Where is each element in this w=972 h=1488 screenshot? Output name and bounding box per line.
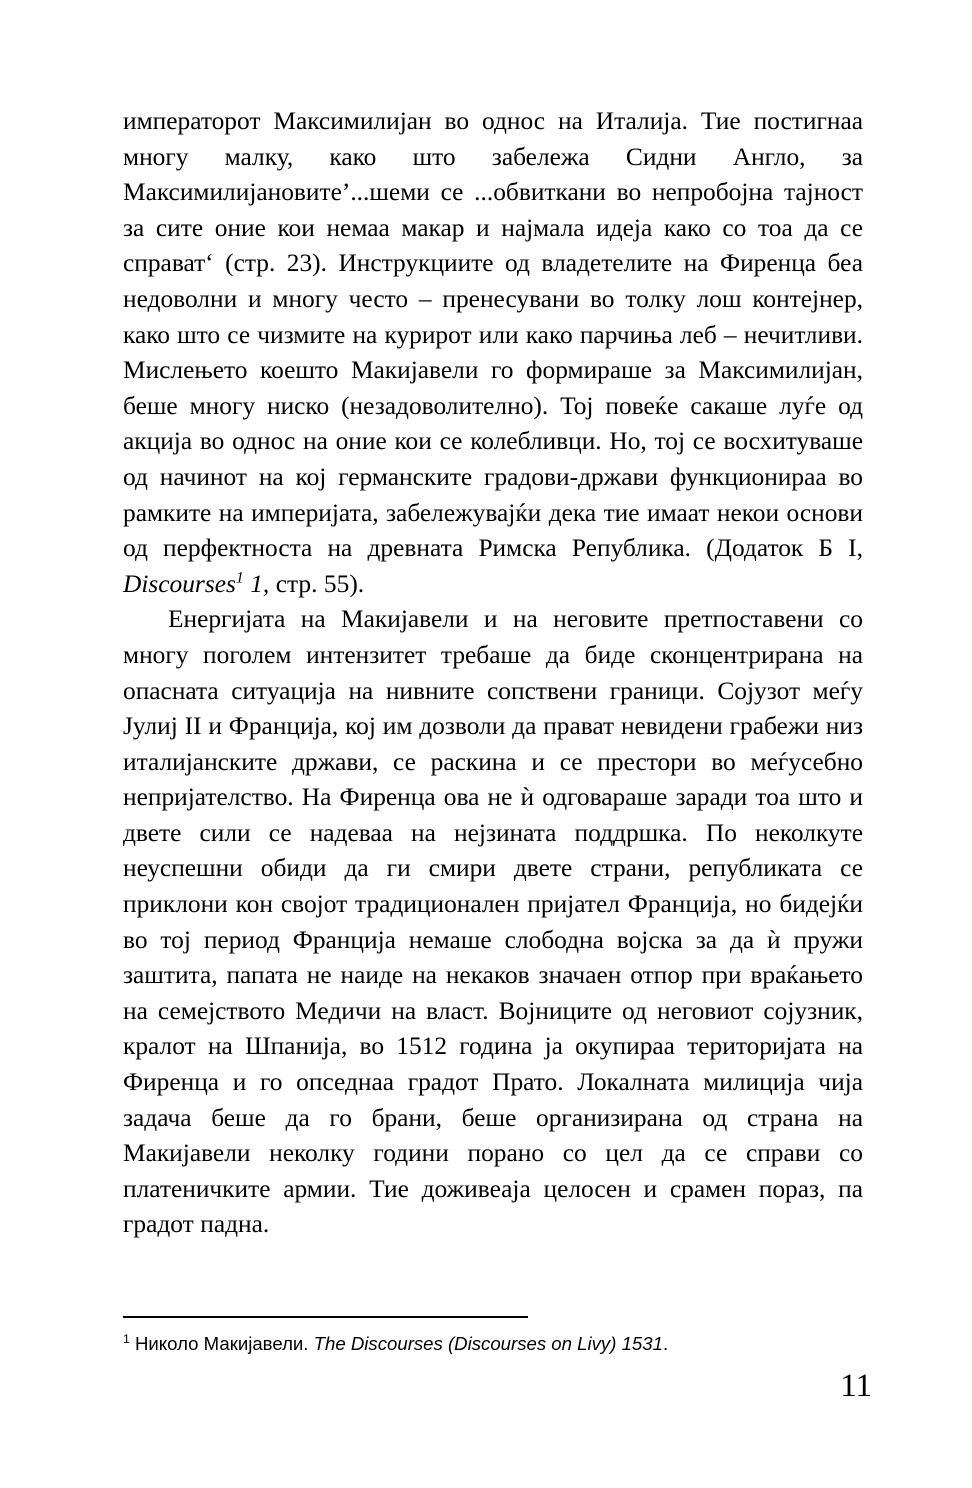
footnote-terminator: . [662, 1333, 669, 1354]
footnote-reference-marker: 1 [235, 569, 244, 587]
page-number: 11 [840, 1368, 872, 1404]
text-run: стр. 55). [269, 569, 365, 598]
footnote-author: Николо Макијавели. [129, 1333, 314, 1354]
text-run: Енергијата на Макијавели и на неговите претпоставени со многу поголем интензитет требаше да биде сконцентрирана на опасната ситуација на нивните сопствени граници. Сојузот меѓу Јулиј II и Франција, кој им дозволи да прават невидени грабежи низ италијанските држави, се раскина и се престори во меѓусебно непријателство. На Фиренца ова не ѝ одговараше заради тоа што и двете сили се надеваа на нејзината поддршка. По неколкуте неуспешни обиди да ги смири двете страни, републиката се приклони кон својот традиционален пријател Франција, но бидејќи во тој период Франција немаше слободна војска за да ѝ пружи заштита, папата не наиде на некаков значаен отпор при враќањето на семејството Медичи на власт. Војниците од неговиот сојузник, кралот на Шпанија, во 1512 година ја окупираа територијата на Фиренца и го опседнаа градот Прато. Локалната милиција чија задача беше да го брани, беше организирана од страна на Макијавели неколку години порано со цел да се справи со платеничките армии. Тие доживеаја целосен и срамен пораз, па градот падна. [123, 605, 863, 1239]
text-run: императорот Максимилијан во однос на Италија. Тие постигнаа многу малку, како што забележа Сидни Англо, за Максимилијановите’...шеми се ...обвиткани во непробојна тајност за сите оние кои немаа макар и најмала идеја како со тоа да се справат‘ (стр. 23). Инструкциите од владетелите на Фиренца беа недоволни и многу често – пренесувани во толку лош контејнер, како што се чизмите на курирот или како парчиња леб – нечитливи. Мислењето коешто Макијавели го формираше за Максимилијан, беше многу ниско (незадоволително). Тој повеќе сакаше луѓе од акција во однос на оние кои се колебливци. Но, тој се восхитуваше од начинот на кој германските градови-држави функционираа во рамките на империјата, забележувајќи дека тие имаат некои основи од перфектноста на древната Римска Република. (Додаток Б I, [123, 107, 863, 563]
body-text-column [123, 104, 863, 1243]
footnote-marker: 1 [123, 1331, 130, 1346]
italic-title-run: 1, [243, 569, 270, 598]
footnote-title: The Discourses (Discourses on Livy) 1531 [313, 1333, 663, 1354]
body-paragraph-2 [123, 602, 863, 1243]
italic-title-run: Discourses [123, 569, 236, 598]
footnote-separator-rule [123, 1316, 528, 1318]
footnote-section [123, 1316, 863, 1356]
footnote-entry-1 [123, 1332, 863, 1356]
body-paragraph-1 [123, 104, 863, 602]
